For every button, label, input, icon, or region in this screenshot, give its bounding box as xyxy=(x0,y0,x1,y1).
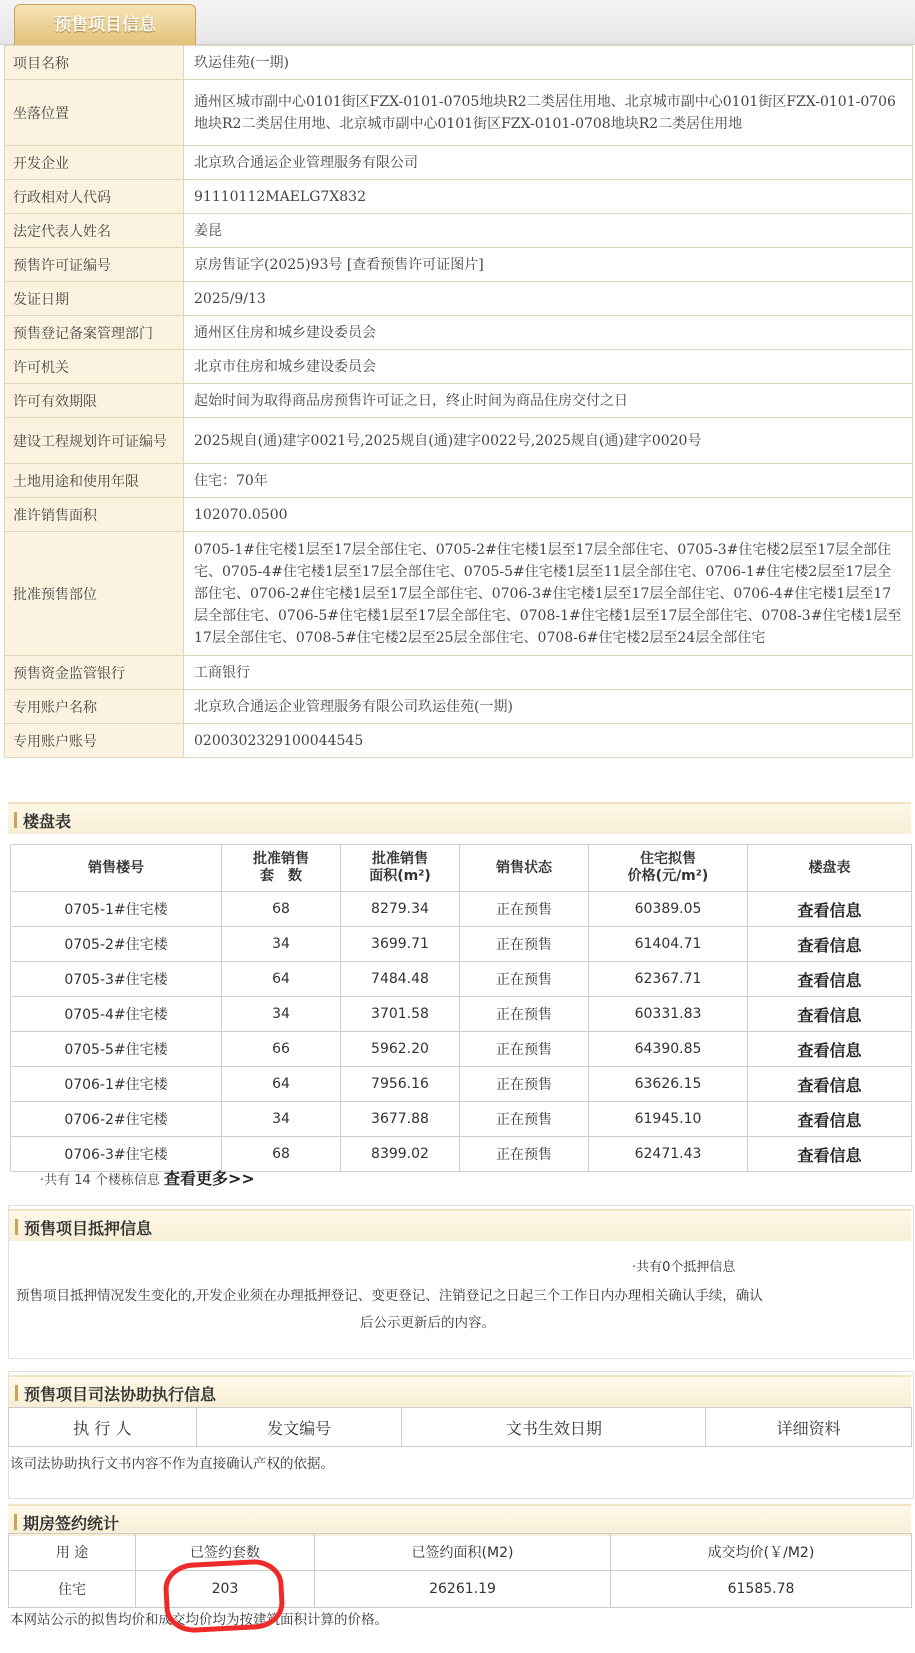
building-status: 正在预售 xyxy=(460,997,589,1032)
info-row xyxy=(5,248,913,282)
stats-avg-price: 61585.78 xyxy=(611,1571,912,1608)
building-price: 61404.71 xyxy=(589,927,748,962)
building-area: 8279.34 xyxy=(341,892,460,927)
stats-section-header xyxy=(8,1504,911,1536)
view-info-link[interactable]: 查看信息 xyxy=(748,892,912,927)
building-status: 正在预售 xyxy=(460,1102,589,1137)
building-area: 7484.48 xyxy=(341,962,460,997)
info-label: 许可机关 xyxy=(5,350,184,384)
info-value: 2025规自(通)建字0021号,2025规自(通)建字0022号,2025规自(通)建字0020号 xyxy=(184,418,913,464)
info-label: 专用账户账号 xyxy=(5,724,184,758)
building-building: 0705-3#住宅楼 xyxy=(11,962,222,997)
building-units: 34 xyxy=(222,927,341,962)
info-label: 预售登记备案管理部门 xyxy=(5,316,184,350)
building-price: 63626.15 xyxy=(589,1067,748,1102)
building-area: 3701.58 xyxy=(341,997,460,1032)
building-price: 61945.10 xyxy=(589,1102,748,1137)
info-value: 0200302329100044545 xyxy=(184,724,913,758)
table-row xyxy=(11,1032,912,1067)
building-units: 68 xyxy=(222,1137,341,1172)
judicial-table xyxy=(8,1407,912,1447)
tab-bar xyxy=(0,0,915,45)
view-info-link[interactable]: 查看信息 xyxy=(748,1102,912,1137)
info-row xyxy=(5,80,913,146)
info-value[interactable]: 京房售证字(2025)93号 [查看预售许可证图片] xyxy=(184,248,913,282)
info-row xyxy=(5,464,913,498)
project-info-table xyxy=(4,45,913,758)
building-table xyxy=(10,844,912,1172)
building-area: 8399.02 xyxy=(341,1137,460,1172)
mortgage-note-line2: 后公示更新后的内容。 xyxy=(360,1315,495,1331)
building-count xyxy=(40,1166,255,1189)
section-marker xyxy=(14,1514,17,1530)
info-label: 法定代表人姓名 xyxy=(5,214,184,248)
stats-signed-units: 203 xyxy=(136,1571,315,1608)
info-row xyxy=(5,316,913,350)
info-value: 91110112MAELG7X832 xyxy=(184,180,913,214)
building-units: 64 xyxy=(222,962,341,997)
view-info-link[interactable]: 查看信息 xyxy=(748,927,912,962)
info-row xyxy=(5,532,913,656)
building-status: 正在预售 xyxy=(460,962,589,997)
info-row xyxy=(5,690,913,724)
view-info-link[interactable]: 查看信息 xyxy=(748,997,912,1032)
info-label: 许可有效期限 xyxy=(5,384,184,418)
info-value: 0705-1#住宅楼1层至17层全部住宅、0705-2#住宅楼1层至17层全部住宅、0705-3#住宅楼2层至17层全部住宅、0705-4#住宅楼1层至17层全部住宅、0705-5#住宅楼1层至11层全部住宅、0706-1#住宅楼2层至17层全部住宅、0706-2#住宅楼1层至17层全部住宅、0706-3#住宅楼1层至17层全部住宅、0706-4#住宅楼1层至17层全部住宅、0706-5#住宅楼1层至17层全部住宅、0708-1#住宅楼1层至17层全部住宅、0708-3#住宅楼1层至17层全部住宅、0708-5#住宅楼2层至25层全部住宅、0708-6#住宅楼2层至24层全部住宅 xyxy=(184,532,913,656)
view-more-link[interactable]: 查看更多>> xyxy=(163,1169,255,1188)
building-status: 正在预售 xyxy=(460,1032,589,1067)
info-label: 专用账户名称 xyxy=(5,690,184,724)
table-row xyxy=(11,927,912,962)
info-value: 姜昆 xyxy=(184,214,913,248)
building-building: 0705-5#住宅楼 xyxy=(11,1032,222,1067)
building-area: 3677.88 xyxy=(341,1102,460,1137)
building-building: 0705-2#住宅楼 xyxy=(11,927,222,962)
info-label: 发证日期 xyxy=(5,282,184,316)
building-price: 60389.05 xyxy=(589,892,748,927)
judicial-header: 执 行 人 xyxy=(9,1408,197,1447)
info-value: 102070.0500 xyxy=(184,498,913,532)
building-building: 0706-2#住宅楼 xyxy=(11,1102,222,1137)
info-row xyxy=(5,350,913,384)
judicial-header: 详细资料 xyxy=(706,1408,912,1447)
section-marker xyxy=(15,1385,18,1401)
info-label: 土地用途和使用年限 xyxy=(5,464,184,498)
building-table-header: 销售楼号 xyxy=(11,845,222,892)
judicial-header: 文书生效日期 xyxy=(402,1408,706,1447)
table-row xyxy=(11,1102,912,1137)
tab-presale-info[interactable]: 预售项目信息 xyxy=(14,4,196,45)
red-highlight-annotation xyxy=(162,1558,285,1634)
section-title: 期房签约统计 xyxy=(23,1514,120,1533)
info-row xyxy=(5,46,913,80)
building-status: 正在预售 xyxy=(460,892,589,927)
info-label: 坐落位置 xyxy=(5,80,184,146)
building-units: 64 xyxy=(222,1067,341,1102)
section-title: 预售项目抵押信息 xyxy=(24,1219,153,1238)
view-info-link[interactable]: 查看信息 xyxy=(748,1032,912,1067)
stats-header: 成交均价(￥/M2) xyxy=(611,1534,912,1571)
building-price: 60331.83 xyxy=(589,997,748,1032)
info-label: 开发企业 xyxy=(5,146,184,180)
info-label: 建设工程规划许可证编号 xyxy=(5,418,184,464)
info-label: 行政相对人代码 xyxy=(5,180,184,214)
info-value: 住宅：70年 xyxy=(184,464,913,498)
info-value: 通州区城市副中心0101街区FZX-0101-0705地块R2二类居住用地、北京城市副中心0101街区FZX-0101-0706地块R2二类居住用地、北京城市副中心0101街区FZX-0101-0708地块R2二类居住用地 xyxy=(184,80,913,146)
judicial-header: 发文编号 xyxy=(196,1408,402,1447)
info-row xyxy=(5,282,913,316)
building-status: 正在预售 xyxy=(460,1067,589,1102)
table-row xyxy=(11,997,912,1032)
building-price: 64390.85 xyxy=(589,1032,748,1067)
info-value: 起始时间为取得商品房预售许可证之日，终止时间为商品住房交付之日 xyxy=(184,384,913,418)
building-table-header: 销售状态 xyxy=(460,845,589,892)
info-row xyxy=(5,384,913,418)
stats-header: 已签约套数 xyxy=(136,1534,315,1571)
building-building: 0705-1#住宅楼 xyxy=(11,892,222,927)
building-units: 34 xyxy=(222,997,341,1032)
building-area: 5962.20 xyxy=(341,1032,460,1067)
section-marker xyxy=(15,1219,18,1235)
info-value: 北京玖合通运企业管理服务有限公司玖运佳苑(一期) xyxy=(184,690,913,724)
building-building: 0706-1#住宅楼 xyxy=(11,1067,222,1102)
info-label: 项目名称 xyxy=(5,46,184,80)
info-row xyxy=(5,180,913,214)
info-label: 预售许可证编号 xyxy=(5,248,184,282)
building-section-header xyxy=(8,802,911,834)
view-info-link[interactable]: 查看信息 xyxy=(748,1137,912,1172)
stats-table xyxy=(8,1533,912,1608)
stats-note: 本网站公示的拟售均价和成交均价均为按建筑面积计算的价格。 xyxy=(10,1612,388,1628)
info-label: 准许销售面积 xyxy=(5,498,184,532)
view-info-link[interactable]: 查看信息 xyxy=(748,1067,912,1102)
building-table-header: 批准销售 套 数 xyxy=(222,845,341,892)
info-label: 批准预售部位 xyxy=(5,532,184,656)
info-value: 2025/9/13 xyxy=(184,282,913,316)
mortgage-section-header xyxy=(9,1209,911,1241)
info-row xyxy=(5,498,913,532)
building-units: 66 xyxy=(222,1032,341,1067)
info-row xyxy=(5,656,913,690)
building-price: 62367.71 xyxy=(589,962,748,997)
judicial-note: 该司法协助执行文书内容不作为直接确认产权的依据。 xyxy=(10,1456,334,1472)
building-units: 34 xyxy=(222,1102,341,1137)
section-title: 预售项目司法协助执行信息 xyxy=(24,1385,217,1404)
info-row xyxy=(5,724,913,758)
info-value: 工商银行 xyxy=(184,656,913,690)
info-row xyxy=(5,146,913,180)
stats-signed-area: 26261.19 xyxy=(315,1571,611,1608)
building-table-header: 住宅拟售 价格(元/m²) xyxy=(589,845,748,892)
building-units: 68 xyxy=(222,892,341,927)
info-value: 北京市住房和城乡建设委员会 xyxy=(184,350,913,384)
stats-header: 已签约面积(M2) xyxy=(315,1534,611,1571)
stats-header: 用 途 xyxy=(9,1534,136,1571)
section-title: 楼盘表 xyxy=(23,812,72,831)
info-row xyxy=(5,214,913,248)
building-area: 7956.16 xyxy=(341,1067,460,1102)
building-status: 正在预售 xyxy=(460,927,589,962)
table-row xyxy=(11,1067,912,1102)
building-building: 0705-4#住宅楼 xyxy=(11,997,222,1032)
building-price: 62471.43 xyxy=(589,1137,748,1172)
building-table-header: 楼盘表 xyxy=(748,845,912,892)
building-area: 3699.71 xyxy=(341,927,460,962)
info-row xyxy=(5,418,913,464)
mortgage-note-line1: 预售项目抵押情况发生变化的,开发企业须在办理抵押登记、变更登记、注销登记之日起三个工作日内办理相关确认手续，确认 xyxy=(16,1288,763,1304)
building-building: 0706-3#住宅楼 xyxy=(11,1137,222,1172)
stats-use: 住宅 xyxy=(9,1571,136,1608)
table-row xyxy=(11,962,912,997)
info-label: 预售资金监管银行 xyxy=(5,656,184,690)
section-marker xyxy=(14,812,17,828)
judicial-section-header xyxy=(9,1375,911,1407)
building-status: 正在预售 xyxy=(460,1137,589,1172)
info-value: 北京玖合通运企业管理服务有限公司 xyxy=(184,146,913,180)
info-value: 通州区住房和城乡建设委员会 xyxy=(184,316,913,350)
table-row xyxy=(11,892,912,927)
building-count-text: ·共有 14 个楼栋信息 xyxy=(40,1173,160,1188)
view-info-link[interactable]: 查看信息 xyxy=(748,962,912,997)
info-value: 玖运佳苑(一期) xyxy=(184,46,913,80)
mortgage-count: ·共有0个抵押信息 xyxy=(632,1260,736,1275)
building-table-header: 批准销售 面积(m²) xyxy=(341,845,460,892)
